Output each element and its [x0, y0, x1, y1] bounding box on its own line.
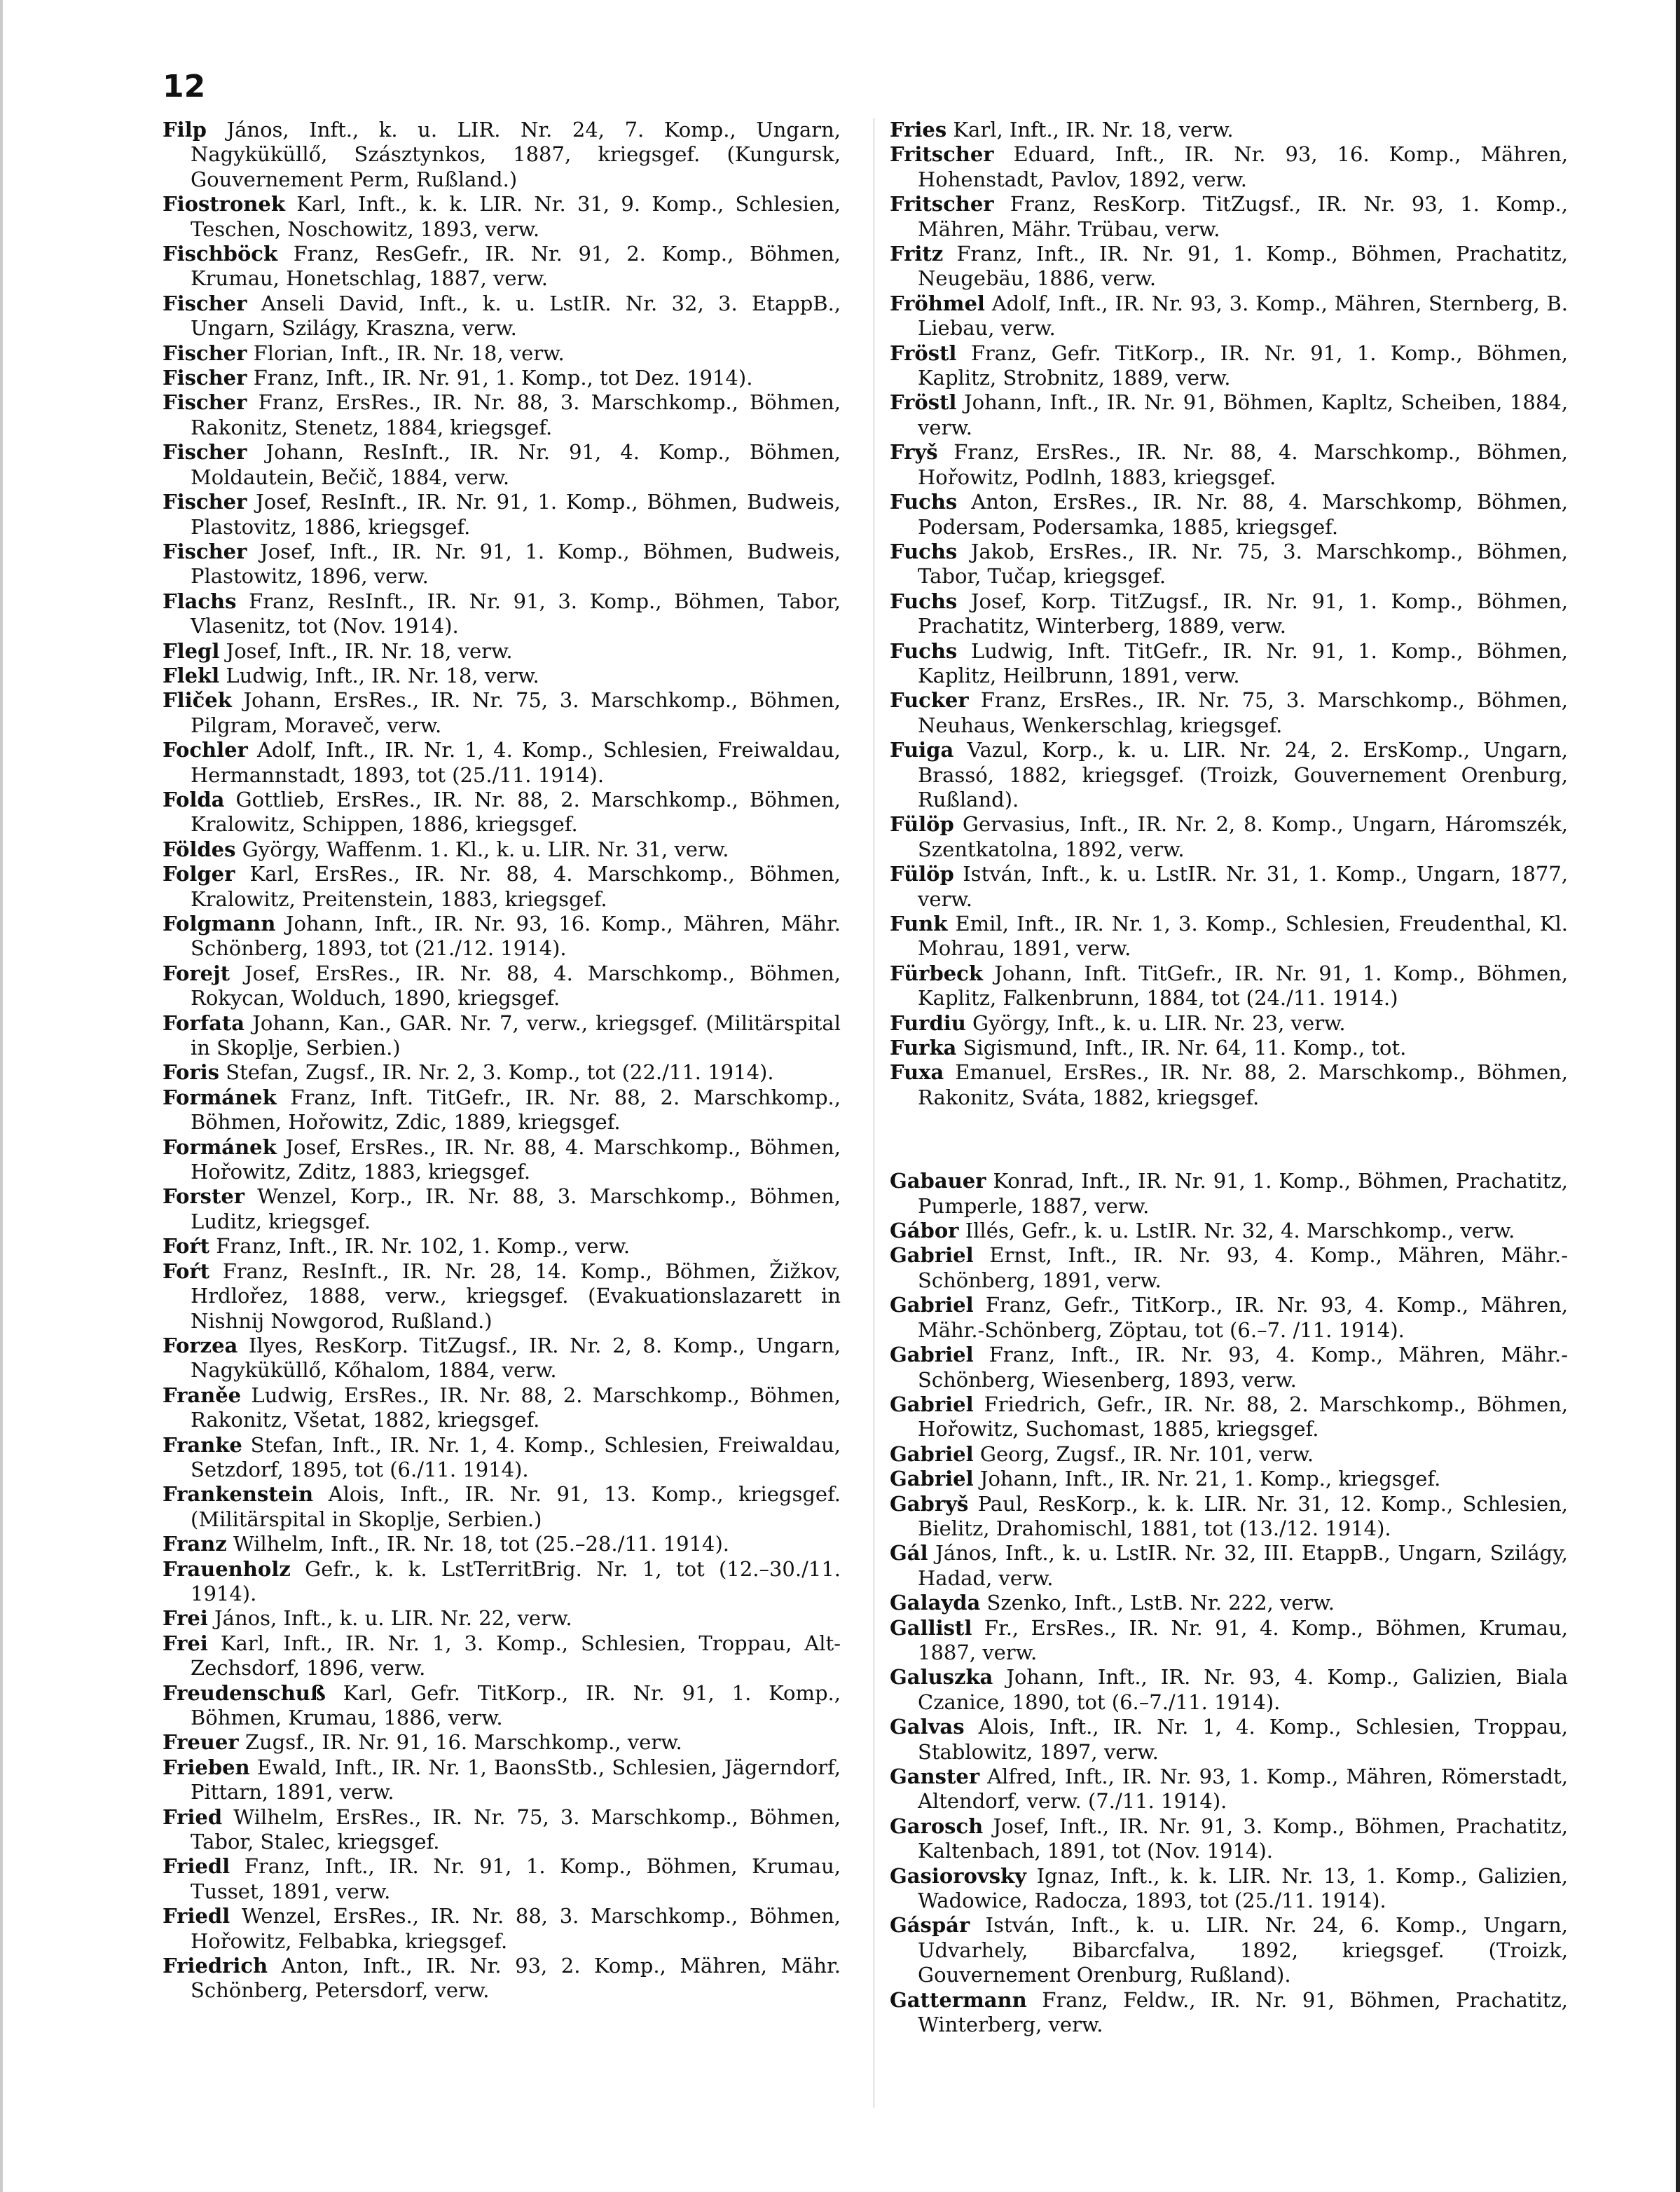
- entry-surname: Ganster: [890, 1765, 980, 1788]
- list-entry: [890, 1169, 1568, 1219]
- entry-surname: Fischer: [163, 539, 247, 563]
- entry-surname: Franěe: [163, 1383, 242, 1407]
- list-entry: [163, 837, 841, 862]
- list-entry: [163, 1904, 841, 1954]
- entry-details: Gefr., k. k. LstTerritBrig. Nr. 1, tot (12.–30./11. 1914).: [191, 1556, 841, 1605]
- entry-details: Josef, ErsRes., IR. Nr. 88, 4. Marschkomp., Böhmen, Rokycan, Wolduch, 1890, kriegsgef.: [191, 961, 841, 1011]
- entry-details: Illés, Gefr., k. u. LstIR. Nr. 32, 4. Marschkomp., verw.: [965, 1219, 1515, 1243]
- entry-details: Friedrich, Gefr., IR. Nr. 88, 2. Marschkomp., Böhmen, Hořowitz, Suchomast, 1885, kriegsgef.: [918, 1392, 1569, 1441]
- list-entry: [890, 142, 1568, 192]
- list-entry: [890, 961, 1568, 1011]
- list-entry: [163, 1954, 841, 2003]
- list-entry: [163, 366, 841, 390]
- list-entry: [163, 540, 841, 589]
- page-number: 12: [163, 69, 206, 104]
- list-entry: [890, 1715, 1568, 1765]
- entry-details: Fr., ErsRes., IR. Nr. 91, 4. Komp., Böhmen, Krumau, 1887, verw.: [918, 1615, 1568, 1664]
- entry-details: Franz, Gefr. TitKorp., IR. Nr. 91, 1. Komp., Böhmen, Kaplitz, Strobnitz, 1889, verw.: [918, 341, 1568, 390]
- entry-details: Vazul, Korp., k. u. LIR. Nr. 24, 2. ErsKomp., Ungarn, Brassó, 1882, kriegsgef. (Troizk, Gouvernement Orenburg, Rußland).: [918, 738, 1569, 811]
- entry-details: Josef, ErsRes., IR. Nr. 88, 4. Marschkomp., Böhmen, Hořowitz, Zditz, 1883, kriegsgef.: [191, 1135, 841, 1184]
- entry-surname: Fritz: [890, 242, 944, 266]
- list-entry: [890, 192, 1568, 242]
- entry-details: Florian, Inft., IR. Nr. 18, verw.: [253, 341, 565, 365]
- entry-details: Gervasius, Inft., IR. Nr. 2, 8. Komp., Ungarn, Háromszék, Szentkatolna, 1892, verw.: [918, 812, 1568, 861]
- entry-surname: Friedl: [163, 1854, 230, 1879]
- entry-surname: Fuchs: [890, 539, 958, 563]
- entry-surname: Forster: [163, 1184, 245, 1209]
- list-entry: [890, 1243, 1568, 1293]
- entry-details: Ludwig, Inft., IR. Nr. 18, verw.: [226, 663, 539, 687]
- entry-surname: Friedrich: [163, 1954, 268, 1978]
- entry-details: Franz, Inft., IR. Nr. 102, 1. Komp., verw.: [216, 1234, 631, 1259]
- entry-details: Karl, Inft., IR. Nr. 18, verw.: [953, 118, 1234, 142]
- entry-surname: Fiostronek: [163, 192, 285, 217]
- entry-details: Franz, ErsRes., IR. Nr. 75, 3. Marschkomp., Böhmen, Neuhaus, Wenkerschlag, kriegsgef.: [918, 688, 1569, 737]
- entry-details: Stefan, Inft., IR. Nr. 1, 4. Komp., Schlesien, Freiwaldau, Setzdorf, 1895, tot (6./11. 1914).: [191, 1432, 841, 1481]
- entry-details: Emanuel, ErsRes., IR. Nr. 88, 2. Marschkomp., Böhmen, Rakonitz, Sváta, 1882, kriegsgef.: [918, 1060, 1569, 1109]
- entry-surname: Formánek: [163, 1085, 277, 1109]
- entry-details: István, Inft., k. u. LstIR. Nr. 31, 1. Komp., Ungarn, 1877, verw.: [918, 862, 1569, 911]
- list-entry: [890, 639, 1568, 689]
- list-entry: [890, 292, 1568, 341]
- list-entry: [163, 1631, 841, 1681]
- entry-details: Franz, Gefr., TitKorp., IR. Nr. 93, 4. Komp., Mähren, Mähr.-Schönberg, Zöptau, tot (6.–7. /11. 1914).: [918, 1293, 1569, 1342]
- entry-surname: Fuiga: [890, 738, 954, 762]
- list-entry: [163, 1259, 841, 1334]
- entry-surname: Filp: [163, 118, 207, 142]
- entry-details: Adolf, Inft., IR. Nr. 1, 4. Komp., Schlesien, Freiwaldau, Hermannstadt, 1893, tot (25./11. 1914).: [191, 738, 841, 787]
- entry-details: Eduard, Inft., IR. Nr. 93, 16. Komp., Mähren, Hohenstadt, Pavlov, 1892, verw.: [918, 142, 1569, 191]
- list-entry: [163, 1606, 841, 1631]
- list-entry: [890, 242, 1568, 292]
- entry-surname: Fischer: [163, 440, 247, 465]
- entry-details: Karl, ErsRes., IR. Nr. 88, 4. Marschkomp., Böhmen, Kralowitz, Preitenstein, 1883, kriegsgef.: [191, 862, 841, 911]
- entry-details: János, Inft., k. u. LIR. Nr. 22, verw.: [214, 1606, 572, 1631]
- entry-surname: Fischer: [163, 390, 247, 415]
- list-entry: [890, 589, 1568, 639]
- entry-details: Franz, Feldw., IR. Nr. 91, Böhmen, Prachatitz, Winterberg, verw.: [918, 1987, 1568, 2037]
- entry-surname: Fröstl: [890, 341, 957, 365]
- list-entry: [890, 1343, 1568, 1392]
- list-entry: [890, 1765, 1568, 1814]
- entry-surname: Galayda: [890, 1591, 981, 1615]
- list-entry: [163, 738, 841, 788]
- entry-surname: Fries: [890, 118, 947, 142]
- list-entry: [890, 1814, 1568, 1864]
- entry-details: Ludwig, ErsRes., IR. Nr. 88, 2. Marschkomp., Böhmen, Rakonitz, Všetat, 1882, kriegsgef.: [191, 1383, 841, 1432]
- entry-surname: Fried: [163, 1804, 223, 1829]
- entry-surname: Forfata: [163, 1011, 245, 1035]
- entry-surname: Furdiu: [890, 1011, 966, 1035]
- list-entry: [890, 738, 1568, 812]
- entry-surname: Gabriel: [890, 1441, 974, 1466]
- list-entry: [163, 390, 841, 440]
- list-entry: [890, 1293, 1568, 1343]
- entry-details: Anton, Inft., IR. Nr. 93, 2. Komp., Mähren, Mähr. Schönberg, Petersdorf, verw.: [191, 1954, 841, 2003]
- entry-details: Johann, Kan., GAR. Nr. 7, verw., kriegsgef. (Militärspital in Skoplje, Serbien.): [191, 1011, 841, 1060]
- list-entry: [163, 1085, 841, 1135]
- entry-details: Anseli David, Inft., k. u. LstIR. Nr. 32, 3. EtappB., Ungarn, Szilágy, Kraszna, verw.: [191, 291, 841, 341]
- entry-details: Josef, Inft., IR. Nr. 91, 3. Komp., Böhmen, Prachatitz, Kaltenbach, 1891, tot (Nov. 1914).: [918, 1814, 1568, 1863]
- list-entry: [163, 688, 841, 738]
- entry-surname: Forejt: [163, 961, 230, 985]
- entry-surname: Gáspár: [890, 1913, 970, 1938]
- list-entry: [890, 390, 1568, 440]
- list-entry: [890, 862, 1568, 912]
- entry-surname: Frei: [163, 1606, 208, 1631]
- entry-surname: Gabauer: [890, 1169, 986, 1193]
- entry-surname: Fürbeck: [890, 961, 983, 985]
- list-entry: [890, 440, 1568, 490]
- entry-details: Sigismund, Inft., IR. Nr. 64, 11. Komp., tot.: [963, 1036, 1407, 1060]
- entry-details: Georg, Zugsf., IR. Nr. 101, verw.: [979, 1441, 1314, 1466]
- list-entry: [890, 490, 1568, 540]
- entry-details: Josef, Inft., IR. Nr. 18, verw.: [226, 638, 513, 663]
- list-entry: [163, 1433, 841, 1483]
- entry-surname: Flachs: [163, 589, 237, 613]
- entry-surname: Garosch: [890, 1814, 984, 1838]
- list-entry: [163, 1557, 841, 1607]
- list-entry: [163, 1805, 841, 1855]
- entry-details: Emil, Inft., IR. Nr. 1, 3. Komp., Schlesien, Freudenthal, Kl. Mohrau, 1891, verw.: [918, 912, 1568, 961]
- entry-surname: Forzea: [163, 1333, 238, 1357]
- entry-details: Wenzel, ErsRes., IR. Nr. 88, 3. Marschkomp., Böhmen, Hořowitz, Felbabka, kriegsgef.: [191, 1904, 841, 1953]
- entry-surname: Gabryš: [890, 1491, 969, 1516]
- list-entry: [890, 1541, 1568, 1591]
- entry-details: Alois, Inft., IR. Nr. 1, 4. Komp., Schlesien, Troppau, Stablowitz, 1897, verw.: [918, 1715, 1569, 1764]
- entry-surname: Foŕt: [163, 1234, 210, 1259]
- list-entry: [890, 1442, 1568, 1467]
- entry-surname: Funk: [890, 912, 948, 936]
- entry-details: Josef, Inft., IR. Nr. 91, 1. Komp., Böhmen, Budweis, Plastowitz, 1896, verw.: [191, 539, 841, 589]
- entry-surname: Freuer: [163, 1730, 239, 1755]
- entry-surname: Gál: [890, 1541, 928, 1566]
- left-column: [163, 118, 841, 2003]
- list-entry: [163, 862, 841, 912]
- list-entry: [890, 812, 1568, 862]
- list-entry: [163, 961, 841, 1011]
- list-entry: [163, 1334, 841, 1383]
- entry-surname: Franz: [163, 1532, 227, 1556]
- list-entry: [163, 1482, 841, 1532]
- entry-details: Karl, Inft., k. k. LIR. Nr. 31, 9. Komp., Schlesien, Teschen, Noschowitz, 1893, verw.: [191, 192, 841, 241]
- entry-surname: Foŕt: [163, 1259, 210, 1283]
- entry-surname: Frankenstein: [163, 1482, 314, 1507]
- entry-surname: Gabriel: [890, 1343, 974, 1367]
- entry-details: György, Inft., k. u. LIR. Nr. 23, verw.: [972, 1011, 1346, 1035]
- list-entry: [890, 1864, 1568, 1914]
- entry-surname: Fuxa: [890, 1060, 944, 1085]
- list-entry: [163, 1681, 841, 1731]
- list-entry: [163, 664, 841, 688]
- list-entry: [890, 1591, 1568, 1615]
- entry-surname: Fochler: [163, 738, 248, 762]
- entry-details: Franz, Inft., IR. Nr. 91, 1. Komp., Böhmen, Krumau, Tusset, 1891, verw.: [191, 1854, 841, 1903]
- entry-surname: Fischer: [163, 291, 247, 315]
- entry-surname: Frei: [163, 1631, 208, 1655]
- list-entry: [890, 1492, 1568, 1542]
- entry-details: Johann, Inft., IR. Nr. 91, Böhmen, Kapltz, Scheiben, 1884, verw.: [918, 390, 1569, 439]
- entry-details: Konrad, Inft., IR. Nr. 91, 1. Komp., Böhmen, Prachatitz, Pumperle, 1887, verw.: [918, 1169, 1569, 1218]
- entry-surname: Gabriel: [890, 1293, 974, 1317]
- entry-surname: Gabriel: [890, 1243, 974, 1268]
- list-entry: [890, 1036, 1568, 1060]
- list-entry: [163, 589, 841, 639]
- entry-details: Franz, ResInft., IR. Nr. 28, 14. Komp., Böhmen, Žižkov, Hrdlořez, 1888, verw., kriegsgef. (Evakuationslazarett in Nishnij Nowgorod, Rußland.): [191, 1259, 841, 1333]
- list-entry: [163, 440, 841, 490]
- entry-details: Josef, ResInft., IR. Nr. 91, 1. Komp., Böhmen, Budweis, Plastovitz, 1886, kriegsgef.: [191, 490, 841, 539]
- entry-details: Wilhelm, ErsRes., IR. Nr. 75, 3. Marschkomp., Böhmen, Tabor, Stalec, kriegsgef.: [191, 1804, 841, 1854]
- list-entry: [890, 1060, 1568, 1110]
- entry-details: Franz, ErsRes., IR. Nr. 88, 4. Marschkomp., Böhmen, Hořowitz, Podlnh, 1883, kriegsgef.: [918, 440, 1569, 489]
- list-entry: [890, 540, 1568, 589]
- list-entry: [163, 1135, 841, 1185]
- entry-details: Franz, ErsRes., IR. Nr. 88, 3. Marschkomp., Böhmen, Rakonitz, Stenetz, 1884, kriegsgef.: [191, 390, 841, 439]
- entry-surname: Fucker: [890, 688, 969, 713]
- entry-surname: Fuchs: [890, 490, 958, 514]
- entry-surname: Fischer: [163, 341, 247, 365]
- entry-surname: Fuchs: [890, 638, 958, 663]
- entry-surname: Foris: [163, 1060, 219, 1085]
- entry-details: Franz, Inft., IR. Nr. 93, 4. Komp., Mähren, Mähr.-Schönberg, Wiesenberg, 1893, verw.: [918, 1343, 1569, 1392]
- entry-surname: Freudenschuß: [163, 1680, 326, 1705]
- list-entry: [163, 490, 841, 540]
- entry-details: Wenzel, Korp., IR. Nr. 88, 3. Marschkomp., Böhmen, Luditz, kriegsgef.: [191, 1184, 841, 1233]
- list-entry: [890, 1011, 1568, 1036]
- entry-surname: Fritscher: [890, 142, 994, 167]
- entry-surname: Gallistl: [890, 1615, 972, 1640]
- entry-surname: Fischer: [163, 490, 247, 514]
- entry-details: Franz, Inft., IR. Nr. 91, 1. Komp., tot Dez. 1914).: [253, 366, 753, 390]
- entry-details: Karl, Inft., IR. Nr. 1, 3. Komp., Schlesien, Troppau, Alt-Zechsdorf, 1896, verw.: [191, 1631, 841, 1680]
- list-entry: [163, 118, 841, 192]
- list-entry: [163, 639, 841, 664]
- entry-details: Ludwig, Inft. TitGefr., IR. Nr. 91, 1. Komp., Böhmen, Kaplitz, Heilbrunn, 1891, verw.: [918, 638, 1569, 687]
- list-entry: [890, 1988, 1568, 2038]
- entry-surname: Furka: [890, 1036, 957, 1060]
- entry-details: Jakob, ErsRes., IR. Nr. 75, 3. Marschkomp., Böhmen, Tabor, Tučap, kriegsgef.: [918, 539, 1568, 589]
- entry-surname: Galuszka: [890, 1665, 993, 1690]
- list-entry: [890, 912, 1568, 961]
- entry-surname: Fröstl: [890, 390, 957, 415]
- list-entry: [163, 242, 841, 292]
- entry-details: Adolf, Inft., IR. Nr. 93, 3. Komp., Mähren, Sternberg, B. Liebau, verw.: [918, 291, 1569, 341]
- entry-details: Ilyes, ResKorp. TitZugsf., IR. Nr. 2, 8. Komp., Ungarn, Nagyküküllő, Kőhalom, 1884, verw.: [191, 1333, 841, 1383]
- list-entry: [163, 788, 841, 837]
- right-column-g-entries: [890, 1169, 1568, 2037]
- list-entry: [890, 1665, 1568, 1715]
- entry-surname: Fischböck: [163, 242, 278, 266]
- entry-surname: Gasiorovsky: [890, 1863, 1026, 1888]
- entry-details: Johann, Inft., IR. Nr. 21, 1. Komp., kriegsgef.: [979, 1467, 1441, 1491]
- entry-surname: Folgmann: [163, 912, 276, 936]
- list-entry: [163, 1854, 841, 1904]
- entry-surname: Frauenholz: [163, 1556, 291, 1581]
- entry-details: Franz, ResInft., IR. Nr. 91, 3. Komp., Böhmen, Tabor, Vlasenitz, tot (Nov. 1914).: [191, 589, 841, 638]
- entry-details: Stefan, Zugsf., IR. Nr. 2, 3. Komp., tot (22./11. 1914).: [226, 1060, 774, 1085]
- entry-surname: Fuchs: [890, 589, 958, 613]
- list-entry: [163, 912, 841, 961]
- entry-details: Zugsf., IR. Nr. 91, 16. Marschkomp., verw.: [245, 1730, 682, 1755]
- list-entry: [163, 1234, 841, 1259]
- entry-details: Johann, Inft., IR. Nr. 93, 16. Komp., Mähren, Mähr. Schönberg, 1893, tot (21./12. 1914).: [191, 912, 841, 961]
- list-entry: [890, 688, 1568, 738]
- entry-surname: Flekl: [163, 663, 220, 687]
- entry-details: György, Waffenm. 1. Kl., k. u. LIR. Nr. 31, verw.: [242, 837, 729, 861]
- entry-surname: Galvas: [890, 1715, 965, 1739]
- entry-details: Paul, ResKorp., k. k. LIR. Nr. 31, 12. Komp., Schlesien, Bielitz, Drahomischl, 1881, tot (13./12. 1914).: [918, 1491, 1568, 1540]
- list-entry: [163, 1060, 841, 1085]
- entry-details: Franz, ResGefr., IR. Nr. 91, 2. Komp., Böhmen, Krumau, Honetschlag, 1887, verw.: [191, 242, 841, 291]
- entry-surname: Fryš: [890, 440, 938, 465]
- entry-details: Gottlieb, ErsRes., IR. Nr. 88, 2. Marschkomp., Böhmen, Kralowitz, Schippen, 1886, kriegsgef.: [191, 787, 841, 837]
- list-entry: [163, 1383, 841, 1433]
- entry-surname: Fröhmel: [890, 291, 985, 315]
- entry-surname: Flegl: [163, 638, 220, 663]
- entry-details: Ewald, Inft., IR. Nr. 1, BaonsStb., Schlesien, Jägerndorf, Pittarn, 1891, verw.: [191, 1755, 841, 1804]
- entry-surname: Frieben: [163, 1755, 250, 1779]
- entry-surname: Franke: [163, 1432, 242, 1457]
- entry-details: Johann, Inft., IR. Nr. 93, 4. Komp., Galizien, Biala Czanice, 1890, tot (6.–7./11. 1914).: [918, 1665, 1569, 1714]
- right-column-f-entries: [890, 118, 1568, 1110]
- entry-details: Ernst, Inft., IR. Nr. 93, 4. Komp., Mähren, Mähr.-Schönberg, 1891, verw.: [918, 1243, 1568, 1292]
- list-entry: [890, 1616, 1568, 1666]
- entry-surname: Friedl: [163, 1904, 230, 1929]
- list-entry: [163, 1755, 841, 1805]
- entry-details: István, Inft., k. u. LIR. Nr. 24, 6. Komp., Ungarn, Udvarhely, Bibarcfalva, 1892, kriegsgef. (Troizk, Gouvernement Orenburg, Rußland).: [918, 1913, 1568, 1987]
- entry-details: Alfred, Inft., IR. Nr. 93, 1. Komp., Mähren, Römerstadt, Altendorf, verw. (7./11. 1914).: [918, 1765, 1568, 1814]
- list-entry: [163, 341, 841, 366]
- list-entry: [163, 1730, 841, 1755]
- entry-surname: Földes: [163, 837, 236, 861]
- entry-details: Karl, Gefr. TitKorp., IR. Nr. 91, 1. Komp., Böhmen, Krumau, 1886, verw.: [191, 1680, 841, 1729]
- list-entry: [890, 1913, 1568, 1987]
- entry-surname: Gattermann: [890, 1987, 1027, 2012]
- entry-details: Anton, ErsRes., IR. Nr. 88, 4. Marschkomp, Böhmen, Podersam, Podersamka, 1885, kriegsgef.: [918, 490, 1568, 539]
- entry-surname: Folda: [163, 787, 225, 811]
- section-gap: [890, 1110, 1568, 1169]
- entry-details: János, Inft., k. u. LIR. Nr. 24, 7. Komp., Ungarn, Nagyküküllő, Szásztynkos, 1887, kriegsgef. (Kungursk, Gouvernement Perm, Rußland.): [191, 118, 841, 191]
- entry-surname: Gabriel: [890, 1392, 974, 1416]
- entry-surname: Folger: [163, 862, 235, 886]
- list-entry: [163, 1532, 841, 1556]
- entry-details: Franz, ResKorp. TitZugsf., IR. Nr. 93, 1. Komp., Mähren, Mähr. Trübau, verw.: [918, 192, 1568, 241]
- list-entry: [163, 1184, 841, 1234]
- list-entry: [890, 1467, 1568, 1491]
- entry-details: Alois, Inft., IR. Nr. 91, 13. Komp., kriegsgef. (Militärspital in Skoplje, Serbien.): [191, 1482, 841, 1531]
- entry-details: Johann, ResInft., IR. Nr. 91, 4. Komp., Böhmen, Moldautein, Bečič, 1884, verw.: [191, 440, 841, 489]
- entry-details: Johann, ErsRes., IR. Nr. 75, 3. Marschkomp., Böhmen, Pilgram, Moraveč, verw.: [191, 688, 841, 737]
- list-entry: [890, 1392, 1568, 1442]
- entry-surname: Gabriel: [890, 1467, 974, 1491]
- entry-surname: Fülöp: [890, 812, 954, 837]
- entry-details: János, Inft., k. u. LstIR. Nr. 32, III. EtappB., Ungarn, Szilágy, Hadad, verw.: [918, 1541, 1568, 1590]
- right-column: [890, 118, 1568, 2037]
- entry-surname: Formánek: [163, 1135, 277, 1159]
- entry-details: Franz, Inft., IR. Nr. 91, 1. Komp., Böhmen, Prachatitz, Neugebäu, 1886, verw.: [918, 242, 1568, 291]
- entry-surname: Fülöp: [890, 862, 954, 886]
- list-entry: [163, 1011, 841, 1061]
- list-entry: [890, 341, 1568, 391]
- list-entry: [163, 292, 841, 341]
- entry-details: Wilhelm, Inft., IR. Nr. 18, tot (25.–28./11. 1914).: [233, 1532, 730, 1556]
- entry-details: Josef, Korp. TitZugsf., IR. Nr. 91, 1. Komp., Böhmen, Prachatitz, Winterberg, 1889, verw.: [918, 589, 1568, 638]
- entry-surname: Fliček: [163, 688, 232, 713]
- entry-details: Franz, Inft. TitGefr., IR. Nr. 88, 2. Marschkomp., Böhmen, Hořowitz, Zdic, 1889, kriegsgef.: [191, 1085, 841, 1135]
- entry-details: Johann, Inft. TitGefr., IR. Nr. 91, 1. Komp., Böhmen, Kaplitz, Falkenbrunn, 1884, tot (24./11. 1914.): [918, 961, 1568, 1011]
- entry-details: Szenko, Inft., LstB. Nr. 222, verw.: [986, 1591, 1335, 1615]
- entry-details: Ignaz, Inft., k. k. LIR. Nr. 13, 1. Komp., Galizien, Wadowice, Radocza, 1893, tot (25./11. 1914).: [918, 1863, 1569, 1913]
- entry-surname: Fritscher: [890, 192, 994, 217]
- list-entry: [163, 192, 841, 242]
- entry-surname: Gábor: [890, 1219, 959, 1243]
- list-entry: [890, 118, 1568, 142]
- entry-surname: Fischer: [163, 366, 247, 390]
- list-entry: [890, 1219, 1568, 1243]
